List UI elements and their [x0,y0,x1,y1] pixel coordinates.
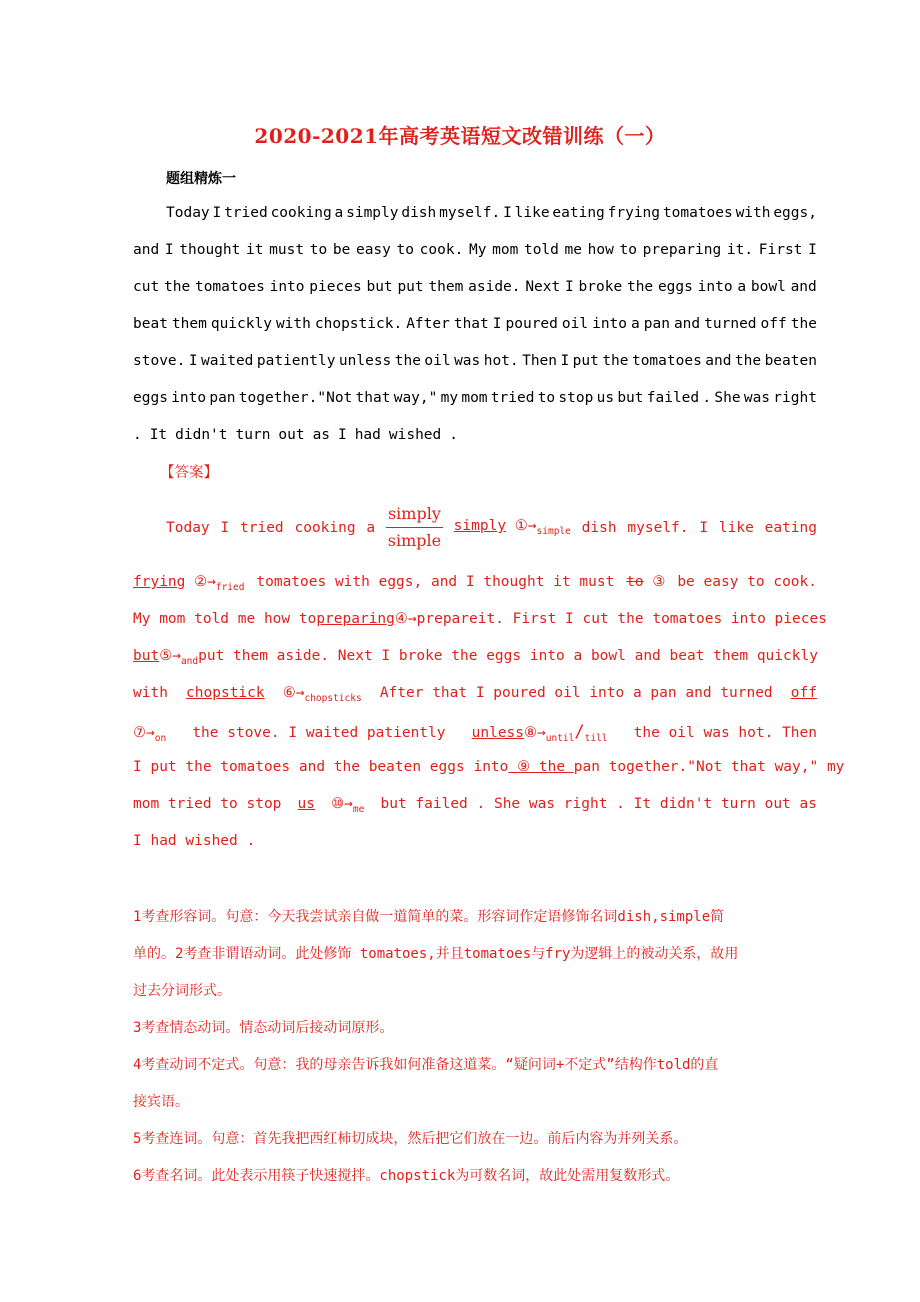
inserted-word [508,759,573,775]
passage-word: right [773,390,817,406]
passage-word: into [269,279,305,295]
passage-word: be [332,242,351,258]
page-title: 2020-2021年高考英语短文改错训练（一） [254,124,666,148]
passage-word: First [758,242,803,258]
passage-word: pan [643,316,670,332]
answer-line-7 [133,759,845,775]
passage-word: it [246,242,264,258]
answer-line-9 [133,833,817,849]
passage-word: simply [346,205,399,221]
error-word: chopstick [186,685,265,701]
correction-marker: ⑤→ [159,648,181,664]
passage-word: oil [561,316,589,332]
deleted-word: to [626,574,644,590]
passage-word: my [440,390,459,406]
passage-word: that [453,316,489,332]
passage-line [133,316,817,332]
passage-word: with [735,205,771,221]
correction-fix: fried [215,582,245,593]
explanation-line: 6考查名词。此处表示用筷子快速搅拌。chopstick为可数名词，故此处需用复数形式。 [133,1168,680,1184]
passage-word: My [468,242,487,258]
correction-fix: simple [536,526,571,537]
explanation-line: 3考查情态动词。情态动词后接动词原形。 [133,1020,394,1036]
passage-word: was [743,390,771,406]
passage-word: chopstick. [314,316,403,332]
correction-fix: chopsticks [304,693,362,704]
passage-word: how [587,242,614,258]
passage-word: to [537,390,556,406]
correction-fix: until [545,733,575,744]
passage-word: tomatoes [631,353,702,369]
passage-word: aside. [468,279,521,295]
answer-line-3 [133,611,827,627]
passage-word: together."Not [238,390,353,406]
passage-word: us [596,390,615,406]
correction-1 [454,518,571,537]
passage-word: must [269,242,305,258]
passage-word: wished [388,427,442,443]
passage-word: I [338,427,347,443]
passage-word: hot. [483,353,519,369]
passage-word: but [617,390,644,406]
passage-word: to [619,242,637,258]
passage-word: pieces [309,279,362,295]
passage-word: like [514,205,550,221]
passage-word: a [737,279,747,295]
error-word: unless [471,725,525,741]
answer-text: with [133,685,168,701]
passage-word: off [760,316,787,332]
answer-text: mom tried to stop [133,796,282,812]
passage-word: tomatoes [194,279,265,295]
answer-text: put them aside. Next I broke the eggs into a bowl and beat them quickly [198,648,818,664]
passage-word: a [631,316,640,332]
correction-2 [133,574,244,593]
passage-word: stop [558,390,594,406]
passage-word: eggs, [773,205,817,221]
answer-line-6 [133,722,817,744]
answer-text: I had wished . [133,833,256,849]
passage-word: that [355,390,391,406]
passage-word: tomatoes [662,205,733,221]
answer-word: a [366,519,376,536]
passage-word: it. [726,242,754,258]
passage-word: I [188,353,198,369]
passage-word: and [705,353,732,369]
passage-word: dish [401,205,437,221]
passage-word: Today [166,205,210,221]
passage-word: put [397,279,424,295]
correction-fix: till [584,733,608,744]
answer-text: tomatoes with eggs, and I thought it must [256,574,615,590]
passage-word: tried [224,205,268,221]
answer-word: myself. [627,519,689,536]
explanation-line: 过去分词形式。 [133,983,231,999]
error-word: frying [133,574,186,590]
answer-word: tried [240,519,284,536]
passage-line [133,427,817,443]
correction-8 [472,722,608,744]
passage-word: way," [393,390,438,406]
answer-word: cooking [294,519,356,536]
passage-word: cut [133,279,160,295]
correction-slash: / [574,722,585,742]
correction-fix: on [154,733,167,744]
correction-marker: ⑥→ [282,685,305,701]
answer-text: be easy to cook. [677,574,817,590]
answer-text: the oil was hot. Then [633,725,817,741]
passage-word: It [149,427,168,443]
passage-word: into [697,279,733,295]
passage-line [133,279,817,295]
passage-word: easy [355,242,391,258]
passage-word: didn't [175,427,228,443]
passage-word: eating [552,205,605,221]
passage-word: waited [201,353,254,369]
passage-word: into [592,316,628,332]
passage-word: the [602,353,629,369]
correction-fraction [386,503,443,552]
answer-line-5 [133,685,817,704]
passage-word: had [354,427,381,443]
passage-word: eggs [657,279,693,295]
explanation-line: 单的。2考查非谓语动词。此处修饰 tomatoes,并且tomatoes与fry为逻辑上的被动关系，故用 [133,946,739,962]
passage-word: cook. [419,242,464,258]
passage-word: with [275,316,311,332]
correction-10 [331,796,364,815]
answer-word: I [699,519,709,536]
passage-word: cooking [270,205,332,221]
passage-word: quickly [210,316,272,332]
correction-marker: ⑩→ [331,796,353,812]
passage-word: I [565,279,574,295]
passage-word: I [212,205,222,221]
passage-word: I [492,316,502,332]
passage-word: Next [525,279,561,295]
fraction-numerator: simply [386,503,443,528]
passage-word: She [714,390,741,406]
passage-word: as [312,427,331,443]
passage-word: the [790,316,817,332]
answer-text: the stove. I waited patiently [192,725,446,741]
passage-word: broke [578,279,623,295]
answer-word: Today [166,519,210,536]
passage-word: into [171,390,207,406]
passage-word: was [454,353,481,369]
correction-marker: ③ [652,574,666,590]
passage-word: me [564,242,583,258]
inserted-text: ⑨ the [517,759,566,775]
passage-word: the [163,279,191,295]
passage-word: Then [522,353,558,369]
passage-word: frying [607,205,661,221]
passage-word: . [449,427,458,443]
passage-word: stove. [133,353,186,369]
passage-word: . [702,390,712,406]
explanation-line: 4考查动词不定式。句意：我的母亲告诉我如何准备这道菜。“疑问词+不定式”结构作told的直 [133,1057,719,1073]
passage-line [133,242,817,258]
correction-5 [159,648,198,667]
answer-word: like [718,519,754,536]
passage-word: them [171,316,207,332]
passage-word: I [560,353,570,369]
passage-line [133,390,817,406]
passage-word: and [790,279,817,295]
passage-word: unless [338,353,392,369]
passage-word: beat [133,316,168,332]
answer-word: eating [764,519,817,536]
explanation-line: 5考查连词。句意：首先我把西红柿切成块，然后把它们放在一边。前后内容为并列关系。 [133,1131,688,1147]
passage-word: turned [704,316,757,332]
passage-word: preparing [642,242,722,258]
passage-word: the [734,353,762,369]
answer-text: After that I poured oil into a pan and turned [379,685,773,701]
correction-fix: and [180,656,199,667]
passage-word: failed [646,390,700,406]
passage-word: I [503,205,512,221]
error-word: simply [453,518,507,534]
passage-word: . [133,427,142,443]
passage-word: myself. [439,205,501,221]
passage-word: After [406,316,450,332]
passage-word: thought [179,242,241,258]
passage-word: the [626,279,654,295]
passage-word: poured [505,316,558,332]
passage-line [166,205,817,221]
answer-text: but failed . She was right . It didn't turn out as [380,796,817,812]
fraction-denominator: simple [387,531,442,550]
explanation-line: 接宾语。 [133,1094,189,1110]
passage-word: patiently [256,353,336,369]
passage-word: mom [461,390,488,406]
error-word: but [133,648,160,664]
passage-word: them [428,279,464,295]
passage-word: to [309,242,328,258]
error-word: us [297,796,316,812]
answer-line-2 [133,574,817,593]
answer-text: I put the tomatoes and the beaten eggs into [133,759,509,775]
answer-word: I [220,519,230,536]
passage-word: and [673,316,701,332]
passage-word: but [366,279,393,295]
answer-text: My mom told me how to [133,611,317,627]
answer-line-4 [133,648,817,667]
answer-label: 【答案】 [160,465,218,481]
correction-marker: ⑧→ [524,725,546,741]
passage-word: eggs [133,390,168,406]
passage-word: oil [424,353,451,369]
passage-word: I [164,242,174,258]
correction-marker: ⑦→ [133,725,155,741]
correction-6 [283,685,362,704]
answer-text: it. First I cut the tomatoes into pieces [477,611,827,627]
passage-word: told [523,242,559,258]
passage-word: bowl [750,279,786,295]
error-word: preparing [316,611,395,627]
passage-word: mom [492,242,519,258]
answer-line-8 [133,796,817,815]
answer-word: dish [581,519,617,536]
passage-word: put [572,353,599,369]
passage-word: tried [490,390,535,406]
correction-marker: ④→prepare [394,611,478,627]
passage-word: and [133,242,160,258]
passage-word: pan [209,390,236,406]
passage-word: the [394,353,421,369]
correction-marker: ①→ [514,518,537,534]
correction-3 [626,574,665,590]
explanation-line: 1考查形容词。句意：今天我尝试亲自做一道简单的菜。形容词作定语修饰名词dish,simple简 [133,909,725,925]
error-word: off [790,685,817,701]
answer-line-1 [166,503,817,552]
correction-7 [133,725,166,744]
answer-text: pan together."Not that way," my [573,759,845,775]
section-heading: 题组精炼一 [166,171,236,187]
passage-word: I [808,242,817,258]
correction-marker: ②→ [194,574,216,590]
passage-word: beaten [764,353,817,369]
correction-fix: me [352,804,365,815]
passage-word: to [396,242,415,258]
passage-word: out [278,427,305,443]
passage-line [133,353,817,369]
passage-word: a [334,205,344,221]
passage-word: turn [235,427,271,443]
